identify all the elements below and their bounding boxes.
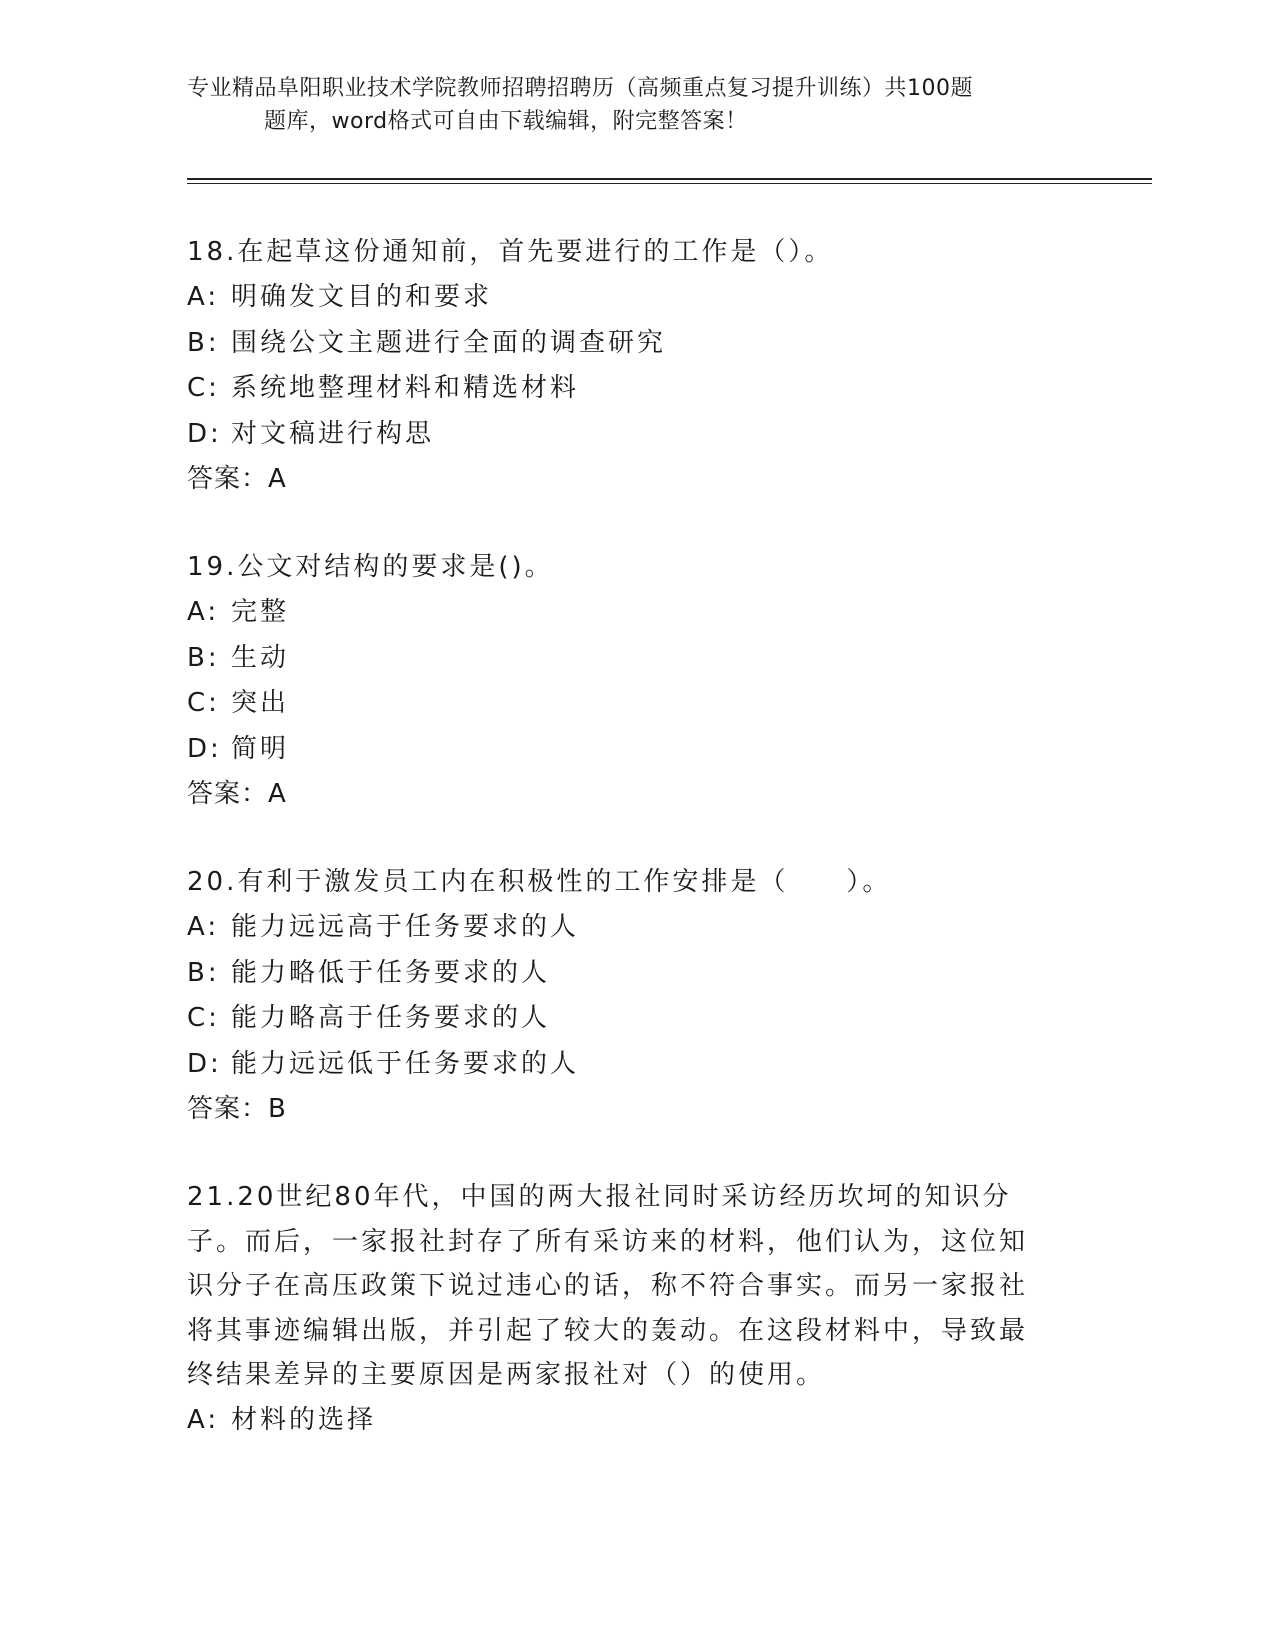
option-key: A:: [187, 912, 220, 942]
option-text: 明确发文目的和要求: [231, 282, 493, 312]
option-key: A:: [187, 1404, 220, 1435]
answer: 答案：B: [187, 1094, 287, 1124]
question-text: 19.公文对结构的要求是()。: [187, 552, 554, 582]
option-c: [187, 681, 1087, 727]
option-text: 生动: [231, 642, 290, 673]
answer: 答案：A: [187, 464, 287, 494]
option-c: [187, 996, 1087, 1042]
option-b: [187, 636, 1087, 682]
option-key: A:: [187, 282, 220, 312]
option-key: C:: [187, 1003, 220, 1033]
option-a: [187, 590, 1087, 636]
question-20: [187, 860, 1087, 1132]
option-d: [187, 727, 1087, 773]
header-title-line-1: 专业精品阜阳职业技术学院教师招聘招聘历（高频重点复习提升训练）共100题: [187, 76, 973, 101]
option-text: 简明: [231, 733, 290, 764]
option-key: D:: [187, 1048, 222, 1079]
question-list: [187, 230, 1087, 1486]
option-b: [187, 951, 1087, 997]
question-text: 20.有利于激发员工内在积极性的工作安排是（ ）。: [187, 867, 892, 897]
option-d: [187, 1042, 1087, 1088]
option-text: 突出: [231, 688, 290, 718]
option-a: [187, 905, 1087, 951]
header-title-line-2: 题库，word格式可自由下载编辑，附完整答案！: [264, 109, 748, 134]
option-text: 系统地整理材料和精选材料: [231, 373, 580, 403]
question-19: [187, 545, 1087, 817]
option-key: C:: [187, 688, 220, 718]
option-text: 能力远远高于任务要求的人: [231, 912, 580, 942]
option-text: 能力略低于任务要求的人: [231, 957, 551, 988]
header-divider-thin: [187, 183, 1152, 184]
option-c: [187, 366, 1087, 412]
option-b: [187, 321, 1087, 367]
option-text: 围绕公文主题进行全面的调查研究: [231, 327, 667, 358]
question-21: [187, 1175, 1087, 1443]
option-key: B:: [187, 327, 220, 358]
option-key: B:: [187, 642, 220, 673]
question-text: 21.20世纪80年代，中国的两大报社同时采访经历坎坷的知识分子。而后，一家报社封存了所有采访来的材料，他们认为，这位知识分子在高压政策下说过违心的话，称不符合事实。而另一家报社将其事迹编辑出版，并引起了较大的轰动。在这段材料中，导致最终结果差异的主要原因是两家报社对（）的使用。: [187, 1182, 1029, 1390]
option-key: D:: [187, 733, 222, 764]
option-text: 能力远远低于任务要求的人: [231, 1048, 580, 1079]
option-key: D:: [187, 418, 222, 449]
option-key: A:: [187, 597, 220, 627]
question-text: 18.在起草这份通知前，首先要进行的工作是（）。: [187, 237, 834, 267]
option-text: 对文稿进行构思: [231, 418, 435, 449]
option-key: C:: [187, 373, 220, 403]
header-divider-thick: [187, 178, 1152, 180]
answer: 答案：A: [187, 779, 287, 809]
option-text: 完整: [231, 597, 290, 627]
option-a: [187, 275, 1087, 321]
question-18: [187, 230, 1087, 502]
option-d: [187, 412, 1087, 458]
option-key: B:: [187, 957, 220, 988]
option-text: 能力略高于任务要求的人: [231, 1003, 551, 1033]
option-text: 材料的选择: [231, 1404, 377, 1435]
option-a: [187, 1398, 1087, 1444]
